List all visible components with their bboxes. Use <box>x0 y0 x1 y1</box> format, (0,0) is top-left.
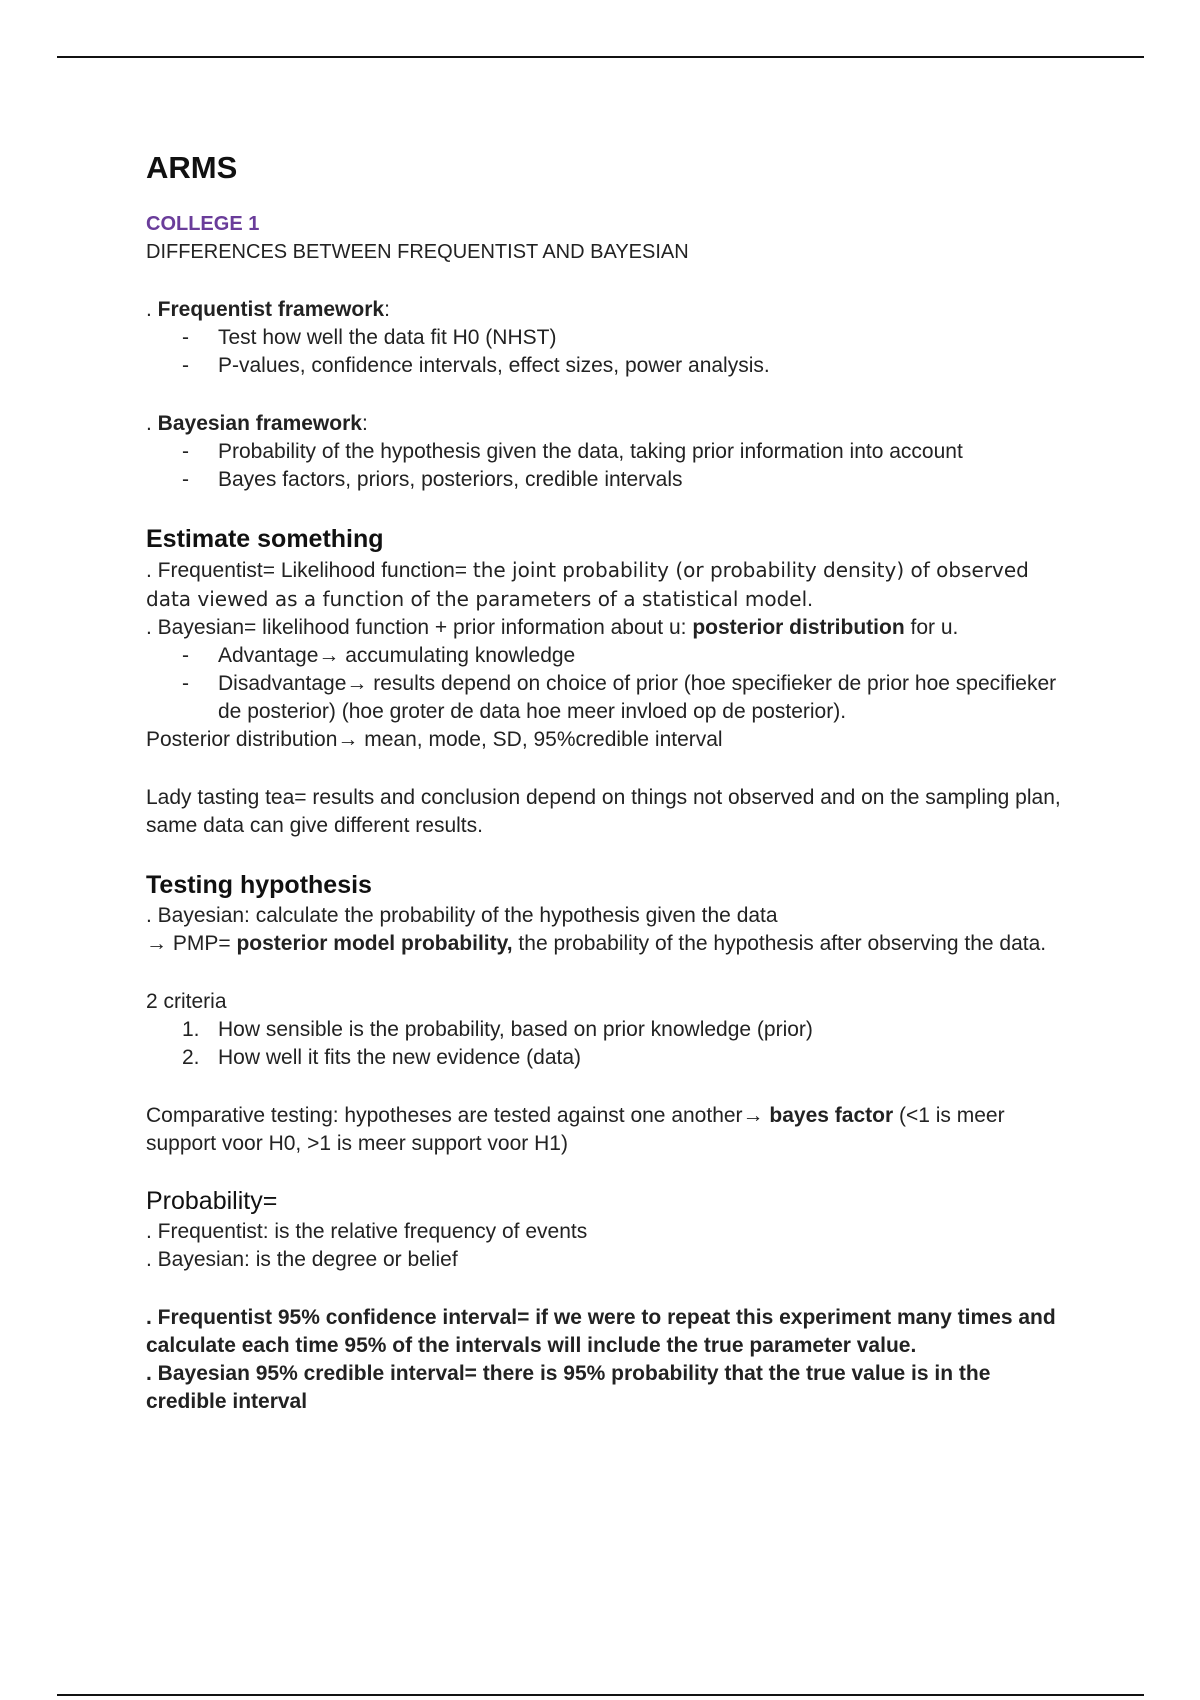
list-item: - Probability of the hypothesis given the data, taking prior information into account <box>146 438 1076 466</box>
college-label: COLLEGE 1 <box>146 213 260 235</box>
probability-frequentist: . Frequentist: is the relative frequency of events <box>146 1220 588 1243</box>
probability-heading: Probability= <box>146 1187 278 1215</box>
testing-heading: Testing hypothesis <box>146 871 372 899</box>
document-title: ARMS <box>146 150 238 185</box>
comparative-testing: Comparative testing: hypotheses are tested against one another→ bayes factor (<1 is meer support voor H0, >1 is meer support voor H1) <box>146 1104 1005 1155</box>
criteria-list <box>146 1016 1076 1072</box>
estimate-heading: Estimate something <box>146 525 384 553</box>
lady-tasting-tea: Lady tasting tea= results and conclusion depend on things not observed and on the sampling plan, same data can give different results. <box>146 786 1061 837</box>
frequentist-framework-heading: . Frequentist framework: <box>146 298 390 321</box>
list-item: - Bayes factors, priors, posteriors, credible intervals <box>146 466 1076 494</box>
bayesian-framework-list <box>146 438 1076 494</box>
bayesian-credible-interval: . Bayesian 95% credible interval= there is 95% probability that the true value is in the credible interval <box>146 1362 991 1413</box>
list-item: 1. How sensible is the probability, based on prior knowledge (prior) <box>182 1018 813 1041</box>
testing-bayesian: . Bayesian: calculate the probability of the hypothesis given the data <box>146 904 778 927</box>
estimate-list <box>146 642 1076 726</box>
frequentist-confidence-interval: . Frequentist 95% confidence interval= if we were to repeat this experiment many times and calculate each time 95% of the intervals will include the true parameter value. <box>146 1306 1056 1357</box>
section-subtitle: DIFFERENCES BETWEEN FREQUENTIST AND BAYESIAN <box>146 241 689 263</box>
document-body <box>146 148 1076 1416</box>
bayesian-framework-heading: . Bayesian framework: <box>146 412 368 435</box>
estimate-frequentist: . Frequentist= Likelihood function= the joint probability (or probability density) of observed data viewed as a function of the parameters of a statistical model. <box>146 558 1029 611</box>
list-item: - Disadvantage→ results depend on choice of prior (hoe specifieker de prior hoe specifieker de posterior) (hoe groter de data hoe meer invloed op de posterior). <box>146 670 1076 726</box>
list-item: - Test how well the data fit H0 (NHST) <box>146 324 1076 352</box>
footer-rule <box>57 1694 1144 1696</box>
list-item: 2. How well it fits the new evidence (data) <box>182 1046 581 1069</box>
frequentist-framework-list <box>146 324 1076 380</box>
header-rule <box>57 56 1144 58</box>
list-item: - Advantage→ accumulating knowledge <box>146 642 1076 670</box>
list-item: - P-values, confidence intervals, effect sizes, power analysis. <box>146 352 1076 380</box>
posterior-distribution-line: Posterior distribution→ mean, mode, SD, 95%credible interval <box>146 728 723 751</box>
criteria-label: 2 criteria <box>146 990 227 1013</box>
estimate-bayesian: . Bayesian= likelihood function + prior information about u: posterior distribution for u. <box>146 616 959 639</box>
probability-bayesian: . Bayesian: is the degree or belief <box>146 1248 458 1271</box>
testing-pmp: → PMP= posterior model probability, the probability of the hypothesis after observing the data. <box>146 932 1047 955</box>
